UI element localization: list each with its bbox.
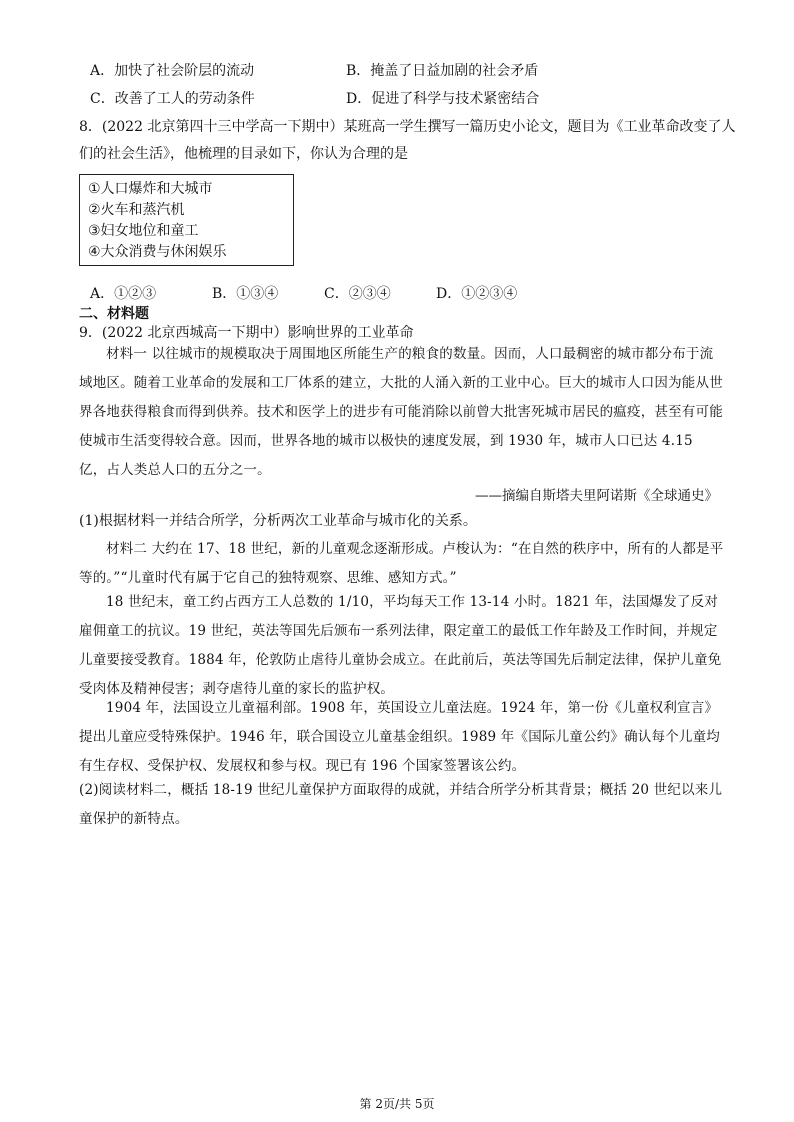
- page-footer: 第 2页/共 5页: [359, 1097, 435, 1111]
- option-b-prev: B．掩盖了日益加剧的社会矛盾: [346, 63, 539, 79]
- option-d-prev: D．促进了科学与技术紧密结合: [346, 91, 540, 107]
- toc-item: ①人口爆炸和大城市: [88, 181, 213, 197]
- toc-item: ②火车和蒸汽机: [88, 202, 185, 218]
- sub-question-1: (1)根据材料一并结合所学，分析两次工业革命与城市化的关系。: [79, 513, 477, 529]
- sub-question-2: (2)阅读材料二，概括 18-19 世纪儿童保护方面取得的成就，并结合所学分析其背景；概括 20 世纪以来儿童保护的新特点。: [79, 782, 723, 827]
- toc-item: ③妇女地位和童工: [88, 223, 199, 239]
- section-title: 二、材料题: [79, 306, 149, 322]
- table-of-contents-box: [79, 174, 294, 266]
- q8-option-a: A．①②③: [90, 286, 157, 302]
- material-1-source: ——摘编自斯塔夫里阿诺斯《全球通史》: [475, 488, 718, 504]
- question-8-line1: 8．(2022 北京第四十三中学高一下期中）某班高一学生撰写一篇历史小论文，题目为《工业革命改变了人: [79, 119, 736, 135]
- option-a-prev: A．加快了社会阶层的流动: [90, 63, 255, 79]
- material-2-paragraph-1: 材料二 大约在 17、18 世纪，新的儿童观念逐渐形成。卢梭认为：“在自然的秩序中，所有的人都是平等的。”“儿童时代有属于它自己的独特观察、思维、感知方式。”: [79, 541, 724, 586]
- q8-option-b: B．①③④: [212, 286, 279, 302]
- toc-item: ④大众消费与休闲娱乐: [88, 244, 227, 260]
- q8-option-c: C．②③④: [324, 286, 391, 302]
- question-8-line2: 们的社会生活》，他梳理的目录如下，你认为合理的是: [79, 146, 408, 162]
- question-9-title: 9．(2022 北京西城高一下期中）影响世界的工业革命: [79, 325, 414, 341]
- q8-option-d: D．①②③④: [436, 286, 518, 302]
- material-1: 材料一 以往城市的规模取决于周围地区所能生产的粮食的数量。因而，人口最稠密的城市都分布于流域地区。随着工业革命的发展和工厂体系的建立，大批的人涌入新的工业中心。巨大的城市人口因为能从世界各地获得粮食而得到供养。技术和医学上的进步有可能消除以前曾大批害死城市居民的瘟疫，甚至有可能使城市生活变得较合意。因而，世界各地的城市以极快的速度发展，到 1930 年，城市人口已达 4.15 亿，占人类总人口的五分之一。: [79, 346, 723, 478]
- material-2-paragraph-2: 18 世纪末，童工约占西方工人总数的 1/10，平均每天工作 13-14 小时。1821 年，法国爆发了反对雇佣童工的抗议。19 世纪，英法等国先后颁布一系列法律，限定童工的最低工作年龄及工作时间，并规定儿童要接受教育。1884 年，伦敦防止虐待儿童协会成立。在此前后，英法等国先后制定法律，保护儿童免受肉体及精神侵害；剥夺虐待儿童的家长的监护权。: [79, 594, 722, 697]
- option-c-prev: C．改善了工人的劳动条件: [90, 91, 255, 107]
- material-2-paragraph-3: 1904 年，法国设立儿童福利部。1908 年，英国设立儿童法庭。1924 年，第一份《儿童权利宣言》提出儿童应受特殊保护。1946 年，联合国设立儿童基金组织。1989 年《国际儿童公约》确认每个儿童均有生存权、受保护权、发展权和参与权。现已有 196 个国家签署该公约。: [79, 700, 720, 774]
